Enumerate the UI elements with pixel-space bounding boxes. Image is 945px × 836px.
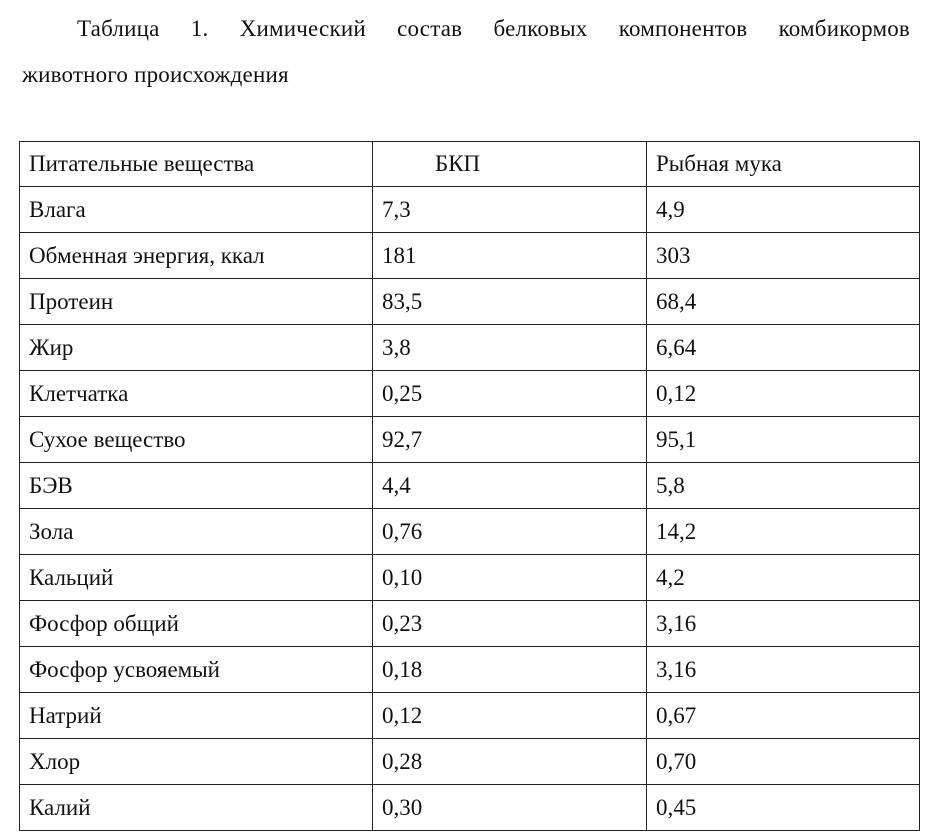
table-row <box>20 233 920 279</box>
caption-line-2: животного происхождения <box>22 62 289 87</box>
bkp-value: 0,23 <box>373 601 647 647</box>
fish-meal-value: 6,64 <box>647 325 920 371</box>
table-row <box>20 785 920 831</box>
bkp-value: 0,18 <box>373 647 647 693</box>
nutrient-name: Натрий <box>20 693 373 739</box>
bkp-value: 0,76 <box>373 509 647 555</box>
table-row <box>20 325 920 371</box>
bkp-value: 0,12 <box>373 693 647 739</box>
table-row <box>20 739 920 785</box>
fish-meal-value: 3,16 <box>647 601 920 647</box>
nutrient-name: Фосфор общий <box>20 601 373 647</box>
nutrient-name: Хлор <box>20 739 373 785</box>
bkp-value: 0,10 <box>373 555 647 601</box>
header-nutrients: Питательные вещества <box>20 142 373 187</box>
table-row <box>20 417 920 463</box>
header-bkp: БКП <box>373 142 647 187</box>
table-row <box>20 463 920 509</box>
nutrient-name: Жир <box>20 325 373 371</box>
table-row <box>20 601 920 647</box>
table-row <box>20 555 920 601</box>
nutrient-name: Зола <box>20 509 373 555</box>
table-caption <box>22 6 910 98</box>
fish-meal-value: 95,1 <box>647 417 920 463</box>
fish-meal-value: 3,16 <box>647 647 920 693</box>
nutrient-name: Кальций <box>20 555 373 601</box>
nutrient-name: Сухое вещество <box>20 417 373 463</box>
fish-meal-value: 0,67 <box>647 693 920 739</box>
fish-meal-value: 0,70 <box>647 739 920 785</box>
table-header-row <box>20 142 920 187</box>
bkp-value: 0,25 <box>373 371 647 417</box>
nutrient-name: БЭВ <box>20 463 373 509</box>
fish-meal-value: 14,2 <box>647 509 920 555</box>
fish-meal-value: 5,8 <box>647 463 920 509</box>
table-row <box>20 371 920 417</box>
nutrient-name: Клетчатка <box>20 371 373 417</box>
bkp-value: 4,4 <box>373 463 647 509</box>
bkp-value: 0,28 <box>373 739 647 785</box>
fish-meal-value: 0,12 <box>647 371 920 417</box>
table-row <box>20 509 920 555</box>
table-row <box>20 647 920 693</box>
bkp-value: 181 <box>373 233 647 279</box>
bkp-value: 83,5 <box>373 279 647 325</box>
bkp-value: 7,3 <box>373 187 647 233</box>
nutrient-composition-table <box>19 141 920 831</box>
nutrient-name: Фосфор усвояемый <box>20 647 373 693</box>
bkp-value: 3,8 <box>373 325 647 371</box>
caption-line-1: Таблица 1. Химический состав белковых компонентов комбикормов <box>77 16 910 41</box>
nutrient-name: Калий <box>20 785 373 831</box>
header-fish-meal: Рыбная мука <box>647 142 920 187</box>
fish-meal-value: 68,4 <box>647 279 920 325</box>
bkp-value: 0,30 <box>373 785 647 831</box>
table-row <box>20 187 920 233</box>
fish-meal-value: 303 <box>647 233 920 279</box>
nutrient-name: Влага <box>20 187 373 233</box>
table-row <box>20 279 920 325</box>
bkp-value: 92,7 <box>373 417 647 463</box>
table-row <box>20 693 920 739</box>
nutrient-name: Обменная энергия, ккал <box>20 233 373 279</box>
fish-meal-value: 4,2 <box>647 555 920 601</box>
fish-meal-value: 0,45 <box>647 785 920 831</box>
nutrient-name: Протеин <box>20 279 373 325</box>
fish-meal-value: 4,9 <box>647 187 920 233</box>
